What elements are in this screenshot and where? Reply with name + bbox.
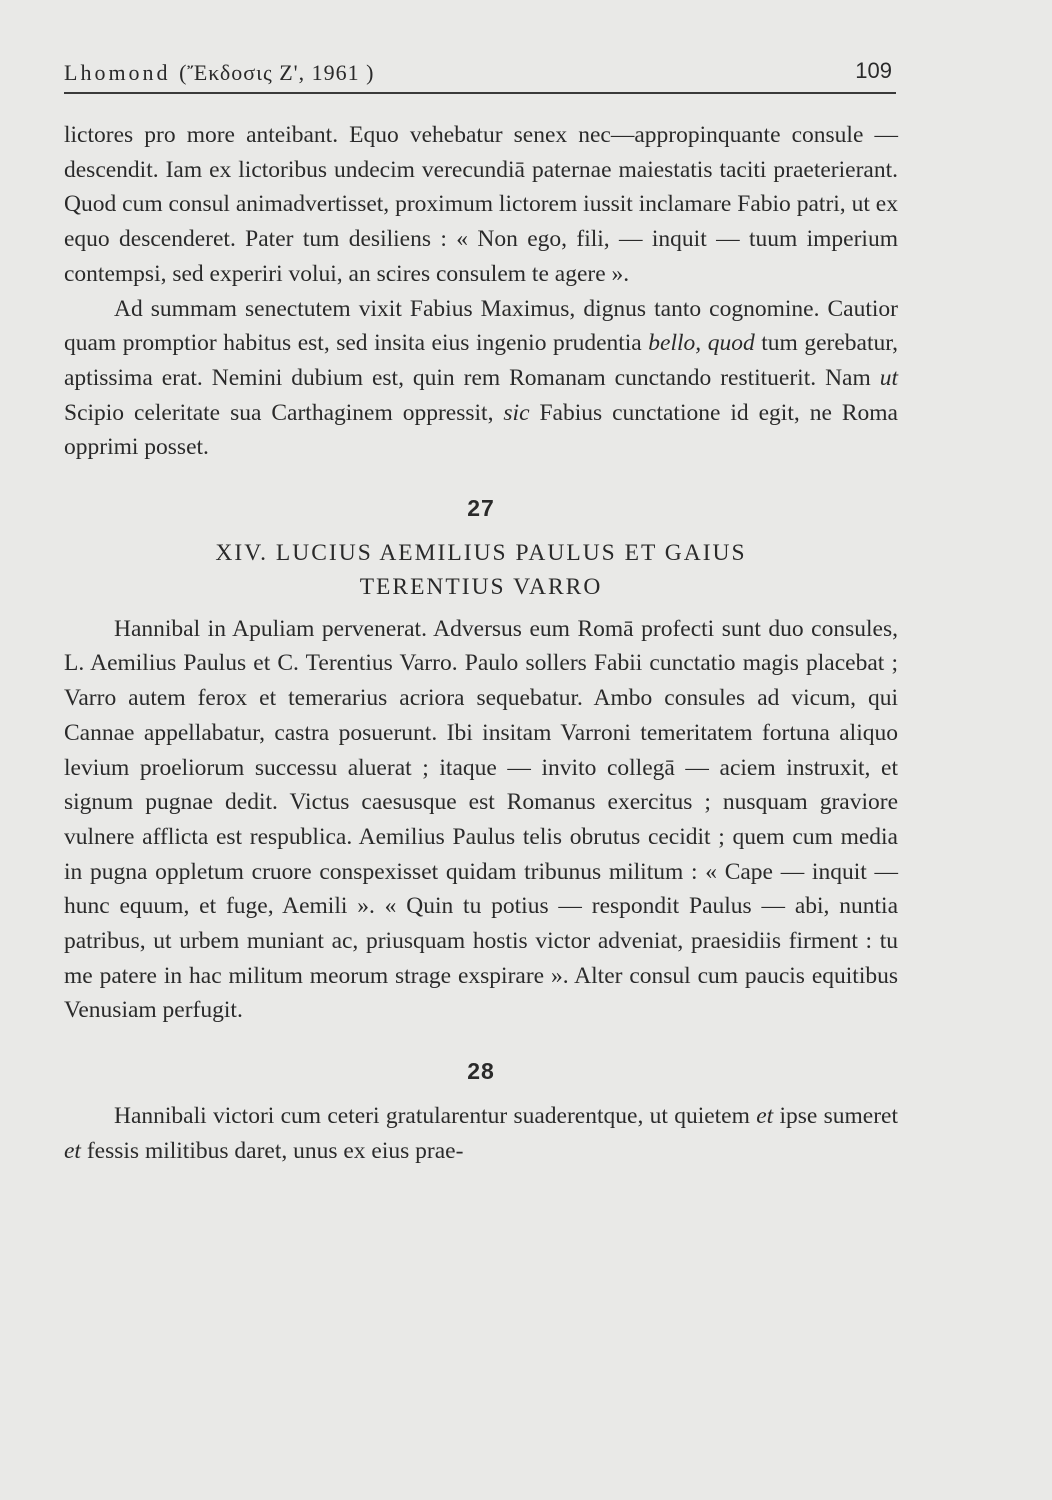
text-run: tum gerebatur, aptissima erat. Nemini dubium est, quin rem Romanam cunctando restituerit. Nam	[64, 330, 899, 391]
text-run: Ad summam senectutem vixit Fabius Maximus, dignus tanto cognomine. Cautior quam promptior habitus est, sed insita eius ingenio prudentia	[64, 295, 898, 357]
paragraph-continued: lictores pro more anteibant. Equo vehebatur senex nec—appropinquante consule — descendit. Iam ex lictoribus undecim verecundiā paternae maiestatis taciti praeterierant. Quod cum consul animadvertisset, proximum lictorem iussit inclamare Fabio patri, ut ex equo descenderet. Pater tum desiliens : « Non ego, fili, — inquit — tuum imperium contempsi, sed experiri volui, an scires consulem te agere ».	[64, 122, 898, 287]
header-author: Lhomond	[64, 60, 171, 85]
italic-word: et	[64, 1137, 81, 1164]
italic-word: et	[756, 1102, 774, 1129]
running-title	[64, 60, 374, 86]
italic-word: bello,	[648, 330, 702, 357]
text-run: Fabius cunctatione id egit, ne Roma opprimi posset.	[64, 399, 898, 461]
paragraph-fabius	[64, 292, 898, 466]
chapter-title	[64, 536, 898, 604]
chapter-title-line-1: XIV. LUCIUS AEMILIUS PAULUS ET GAIUS	[215, 539, 747, 566]
text-run: ipse sumeret	[773, 1102, 899, 1129]
italic-word: sic	[503, 399, 530, 426]
text-run: fessis militibus daret, unus ex eius prae-	[80, 1137, 464, 1164]
page-number: 109	[855, 58, 892, 83]
running-header	[64, 54, 896, 94]
chapter-title-line-2: TERENTIUS VARRO	[359, 573, 603, 600]
section-number-28: 28	[467, 1058, 495, 1085]
italic-word: ut	[879, 364, 898, 391]
header-edition: (Ἔκδοσις Ζ', 1961 )	[179, 60, 375, 85]
section-number-27: 27	[467, 495, 495, 522]
page-body	[64, 118, 898, 1168]
text-run: Hannibali victori cum ceteri gratularentur suaderentque, ut quietem	[114, 1102, 757, 1129]
italic-word: quod	[707, 330, 755, 357]
paragraph-cannae: Hannibal in Apuliam pervenerat. Adversus eum Romā profecti sunt duo consules, L. Aemilius Paulus et C. Terentius Varro. Paulo sollers Fabii cunctatio magis placebat ; Varro autem ferox et temerarius acriora sequebatur. Ambo consules ad vicum, qui Cannae appellabatur, castra posuerunt. Ibi insitam Varroni temeritatem fortuna aliquo levium proeliorum successu aluerat ; itaque — invito collegā — aciem instruxit, et signum pugnae dedit. Victus caesusque est Romanus exercitus ; nusquam graviore vulnere afflicta est respublica. Aemilius Paulus telis obrutus cecidit ; quem cum media in pugna oppletum cruore conspexisset quidam tribunus militum : « Cape — inquit — hunc equum, et fuge, Aemili ». « Quin tu potius — respondit Paulus — abi, nuntia patribus, ut urbem muniant ac, priusquam hostis victor adveniat, praesidiis firment : tu me patere in hac militum meorum strage exspirare ». Alter consul cum paucis equitibus Venusiam perfugit.	[64, 615, 898, 1024]
paragraph-hannibal	[64, 1099, 898, 1168]
text-run: Scipio celeritate sua Carthaginem oppressit,	[64, 399, 504, 426]
